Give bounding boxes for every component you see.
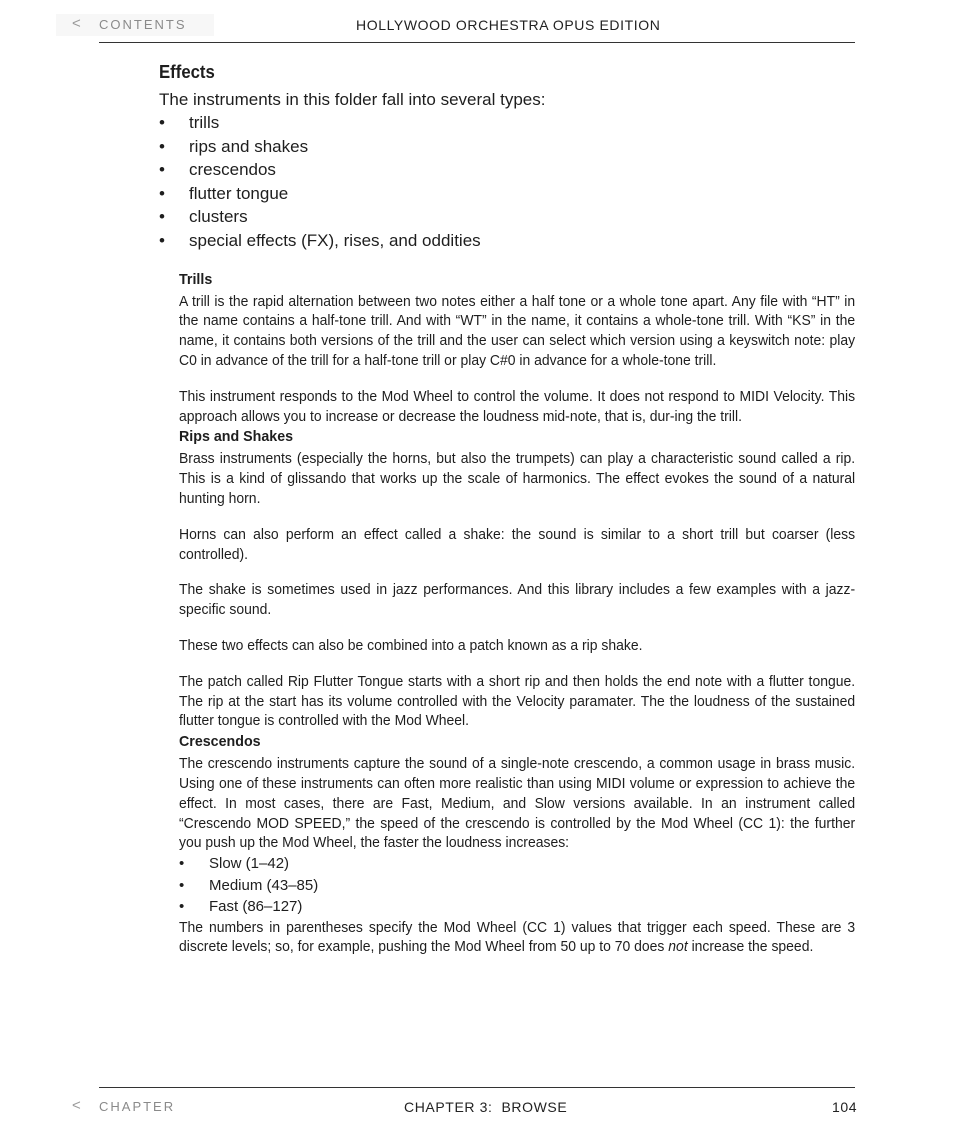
chapter-link[interactable]: [66, 1096, 176, 1118]
text-run: The numbers in parentheses specify the Mod Wheel (CC 1) values that trigger each speed. These are 3 discrete levels; so, for example, pushing the Mod Wheel from 50 up to 70 does: [179, 918, 856, 956]
page-number: 104: [832, 1099, 858, 1115]
paragraph: A trill is the rapid alternation between two notes either a half tone or a whole tone apart. Any file with “HT” in the name contains a half-tone trill. And with “WT” in the name, it contains a whole-tone trill. With “KS” in the name, it contains both versions of the trill and the user can select which version using a keyswitch note: play C0 in advance of the trill for a half-tone trill or play C#0 in advance for a whole-tone trill.: [179, 292, 856, 369]
list-item: • trills: [159, 111, 859, 135]
trills-heading: Trills: [179, 270, 213, 288]
paragraph: These two effects can also be combined into a patch known as a rip shake.: [179, 636, 643, 654]
chevron-left-icon: <: [72, 15, 81, 32]
list-item: • special effects (FX), rises, and oddities: [159, 229, 859, 253]
list-item: • rips and shakes: [159, 135, 859, 159]
list-item: • flutter tongue: [159, 182, 859, 206]
paragraph: The shake is sometimes used in jazz performances. And this library includes a few examples with a jazz-specific sound.: [179, 581, 856, 619]
section-intro: The instruments in this folder fall into several types:: [159, 90, 546, 109]
paragraph: This instrument responds to the Mod Wheel to control the volume. It does not respond to MIDI Velocity. This approach allows you to increase or decrease the loudness mid-note, that is, dur-ing the trill.: [179, 387, 856, 425]
trills-section: [179, 271, 855, 427]
emphasis: not: [668, 938, 688, 956]
chapter-title: CHAPTER 3: BROWSE: [404, 1099, 568, 1115]
list-item: • clusters: [159, 205, 859, 229]
rips-section: [179, 428, 855, 731]
footer-divider: [99, 1087, 855, 1088]
page-content: [159, 62, 859, 957]
paragraph: Horns can also perform an effect called a shake: the sound is similar to a short trill but coarser (less controlled).: [179, 525, 856, 563]
contents-link-label: CONTENTS: [99, 17, 187, 32]
paragraph: The crescendo instruments capture the sound of a single-note crescendo, a common usage in brass music. Using one of these instruments can often more realistic than using MIDI volume or expression to achieve the effect. In most cases, there are Fast, Medium, and Slow versions available. In an instrument called “Crescendo MOD SPEED,” the speed of the crescendo is controlled by the Mod Wheel (CC 1): the further you push up the Mod Wheel, the faster the loudness increases:: [179, 755, 856, 852]
contents-link[interactable]: [56, 14, 214, 36]
section-title: Effects: [159, 62, 215, 82]
list-item: • crescendos: [159, 158, 859, 182]
chevron-left-icon: <: [72, 1097, 81, 1114]
speed-list: [179, 853, 855, 918]
rips-heading: Rips and Shakes: [179, 428, 294, 446]
paragraph: [179, 918, 855, 958]
text-run: increase the speed.: [687, 938, 814, 956]
type-list: [159, 111, 859, 253]
header-divider: [99, 42, 855, 43]
paragraph: The patch called Rip Flutter Tongue starts with a short rip and then holds the end note with a flutter tongue. The rip at the start has its volume controlled with the Velocity paramater. The the loudness of the sustained flutter tongue is controlled with the Mod Wheel.: [179, 672, 856, 730]
crescendos-heading: Crescendos: [179, 733, 261, 751]
document-title: HOLLYWOOD ORCHESTRA OPUS EDITION: [356, 17, 661, 33]
list-item: • Fast (86–127): [179, 896, 855, 918]
paragraph: Brass instruments (especially the horns, but also the trumpets) can play a characteristic sound called a rip. This is a kind of glissando that works up the scale of harmonics. The effect evokes the sound of a natural hunting horn.: [179, 450, 856, 507]
list-item: • Medium (43–85): [179, 875, 855, 897]
crescendos-section: [179, 733, 855, 957]
chapter-link-label: CHAPTER: [99, 1099, 176, 1114]
list-item: • Slow (1–42): [179, 853, 855, 875]
